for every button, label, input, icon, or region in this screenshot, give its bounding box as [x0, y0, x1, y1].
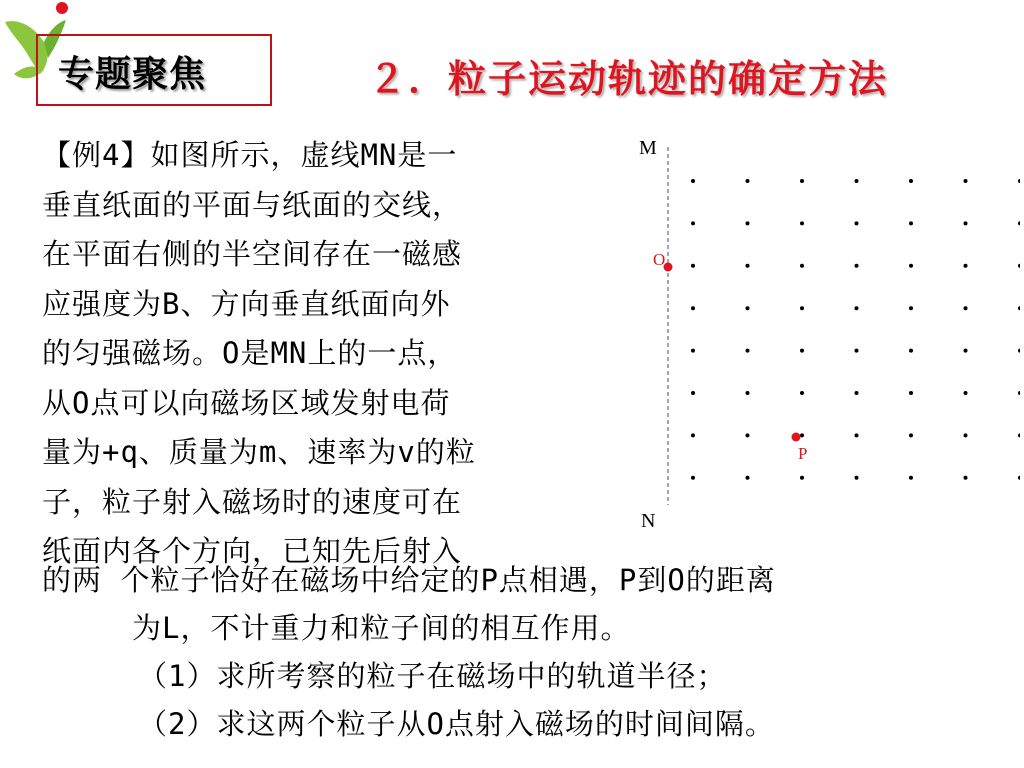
problem-line: 应强度为B、方向垂直纸面向外: [42, 286, 451, 321]
problem-line: 的匀强磁场。O是MN上的一点，: [42, 336, 458, 370]
field-dot: [691, 349, 695, 353]
field-dot: [691, 179, 695, 183]
magnetic-field-figure: [620, 125, 1020, 545]
field-dot: [909, 264, 913, 268]
field-dot: [855, 391, 859, 395]
label-n: N: [641, 510, 656, 532]
field-dot: [964, 221, 968, 225]
field-dot: [1018, 433, 1020, 437]
field-dot: [746, 476, 750, 480]
field-dot: [746, 306, 750, 310]
field-dot: [691, 264, 695, 268]
field-dot: [1018, 391, 1020, 395]
field-dot: [855, 433, 859, 437]
field-dot: [909, 476, 913, 480]
topic-label: 专题聚焦: [58, 54, 207, 95]
question-1: （1）求所考察的粒子在磁场中的轨道半径；: [138, 659, 727, 693]
field-dot: [800, 264, 804, 268]
field-dots: [691, 179, 1020, 480]
field-dot: [855, 179, 859, 183]
field-dot: [800, 349, 804, 353]
field-dot: [746, 349, 750, 353]
field-dot: [691, 476, 695, 480]
continuation-line: 为L，不计重力和粒子间的相互作用。: [132, 611, 631, 645]
field-dot: [691, 391, 695, 395]
field-dot: [964, 391, 968, 395]
field-dot: [800, 476, 804, 480]
field-dot: [909, 306, 913, 310]
field-dot: [746, 433, 750, 437]
continuation-line: 的两 个粒子恰好在磁场中给定的P点相遇，P到O的距离: [42, 563, 776, 597]
label-m: M: [639, 137, 657, 159]
field-dot: [855, 476, 859, 480]
field-dot: [909, 433, 913, 437]
problem-line: 子，粒子射入磁场时的速度可在: [42, 484, 463, 519]
field-dot: [800, 391, 804, 395]
field-dot: [909, 221, 913, 225]
field-dot: [691, 433, 695, 437]
field-dot: [800, 306, 804, 310]
problem-line: 从O点可以向磁场区域发射电荷: [42, 385, 451, 420]
point-p-marker: [792, 433, 801, 442]
field-dot: [746, 264, 750, 268]
field-dot: [909, 391, 913, 395]
problem-line: 量为+q、质量为m、速率为v的粒: [42, 435, 476, 469]
page-title: ２．粒子运动轨迹的确定方法: [368, 57, 889, 101]
field-dot: [909, 179, 913, 183]
field-dot: [800, 221, 804, 225]
problem-line: 垂直纸面的平面与纸面的交线，: [42, 187, 463, 222]
question-2: （2）求这两个粒子从O点射入磁场的时间间隔。: [138, 707, 775, 741]
field-dot: [855, 221, 859, 225]
problem-line: 【例4】如图所示，虚线MN是一: [42, 138, 458, 172]
topic-box: [36, 34, 272, 106]
field-dot: [691, 221, 695, 225]
field-dot: [964, 179, 968, 183]
field-dot: [855, 349, 859, 353]
field-dot: [691, 306, 695, 310]
field-dot: [746, 221, 750, 225]
field-dot: [855, 306, 859, 310]
field-dot: [1018, 179, 1020, 183]
label-o: O: [653, 250, 666, 269]
field-dot: [746, 179, 750, 183]
problem-continuation: [42, 556, 1002, 748]
problem-line: 纸面内各个方向，已知先后射入: [42, 534, 463, 568]
field-dot: [1018, 264, 1020, 268]
problem-line: 在平面右侧的半空间存在一磁感: [42, 237, 463, 271]
field-dot: [964, 264, 968, 268]
field-dot: [1018, 349, 1020, 353]
problem-text: [42, 131, 607, 577]
field-dot: [964, 349, 968, 353]
field-dot: [800, 433, 804, 437]
field-dot: [1018, 221, 1020, 225]
field-dot: [1018, 476, 1020, 480]
field-dot: [964, 476, 968, 480]
label-p: P: [798, 444, 808, 463]
field-dot: [964, 433, 968, 437]
field-dot: [855, 264, 859, 268]
field-dot: [909, 349, 913, 353]
field-dot: [1018, 306, 1020, 310]
field-dot: [964, 306, 968, 310]
field-dot: [746, 391, 750, 395]
field-dot: [800, 179, 804, 183]
